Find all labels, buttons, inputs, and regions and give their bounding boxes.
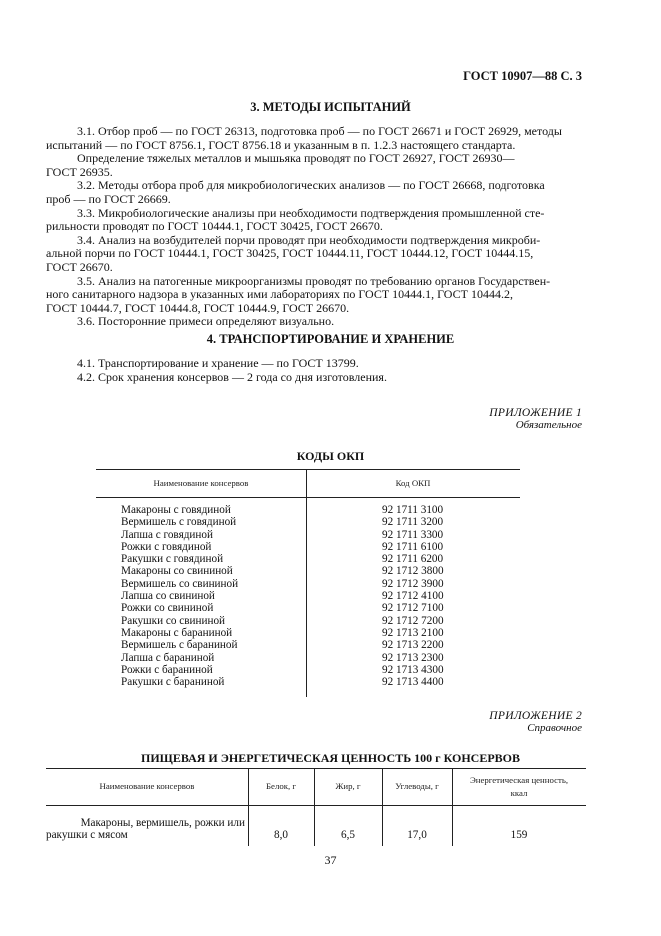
- text-line: 3.4. Анализ на возбудителей порчи проводят при необходимости подтверждения микроби-: [77, 232, 541, 247]
- text-line: испытаний — по ГОСТ 8756.1, ГОСТ 8756.18 и указанным в п. 1.2.3 настоящего стандарта.: [46, 137, 516, 152]
- appendix-1-label: [489, 407, 582, 431]
- table-cell: 92 1711 3200: [382, 516, 444, 529]
- nutrition-row-name: [46, 817, 245, 842]
- header-line: ккал: [510, 788, 528, 798]
- table-cell: 92 1713 2200: [382, 639, 444, 652]
- section-3-title: 3. МЕТОДЫ ИСПЫТАНИЙ: [250, 100, 411, 114]
- section-4-title: 4. ТРАНСПОРТИРОВАНИЕ И ХРАНЕНИЕ: [206, 332, 455, 346]
- appendix-2-label: [489, 710, 582, 734]
- nutrition-cell-fat: 6,5: [341, 829, 355, 841]
- table-cell: Вермишель со свининой: [121, 577, 239, 590]
- nutrition-cell-energy: 159: [510, 829, 528, 841]
- text-line: 3.2. Методы отбора проб для микробиологических анализов — по ГОСТ 26668, подготовка: [77, 178, 545, 193]
- table-cell: Макароны с говядиной: [121, 504, 231, 516]
- table-cell: 92 1711 3300: [382, 528, 444, 541]
- table-cell: Лапша с говядиной: [121, 528, 213, 541]
- table-cell: ракушки с мясом: [46, 829, 128, 842]
- text-line: 3.1. Отбор проб — по ГОСТ 26313, подготовка проб — по ГОСТ 26671 и ГОСТ 26929, методы: [77, 124, 562, 138]
- nutrition-column-header-carbs: Углеводы, г: [395, 781, 439, 791]
- text-line: 3.5. Анализ на патогенные микроорганизмы проводят по требованию органов Государствен-: [77, 273, 551, 288]
- text-line: ного санитарного надзора в указанных ими лабораториях по ГОСТ 10444.1, ГОСТ 10444.2,: [46, 287, 513, 302]
- appendix-label: ПРИЛОЖЕНИЕ 1: [489, 407, 582, 419]
- text-line: альной порчи по ГОСТ 10444.1, ГОСТ 30425, ГОСТ 10444.11, ГОСТ 10444.12, ГОСТ 10444.15,: [46, 246, 534, 261]
- table-cell: Лапша с бараниной: [121, 651, 215, 664]
- paragraph-3-5: [46, 275, 585, 316]
- nutrition-column-header-name: Наименование консервов: [99, 781, 195, 791]
- appendix-kind: Справочное: [527, 722, 582, 734]
- table-cell: 92 1711 6100: [382, 540, 444, 553]
- table-cell: 92 1711 3100: [382, 504, 444, 516]
- text-line: ГОСТ 26935.: [46, 164, 113, 179]
- text-line: проб — по ГОСТ 26669.: [46, 191, 171, 206]
- document-header: ГОСТ 10907—88 С. 3: [463, 69, 582, 83]
- appendix-kind: Обязательное: [515, 419, 582, 431]
- okp-column-header-code: Код ОКП: [395, 478, 431, 488]
- text-line: ГОСТ 10444.7, ГОСТ 10444.8, ГОСТ 10444.9, ГОСТ 26670.: [46, 300, 350, 315]
- table-cell: 92 1712 7100: [382, 602, 444, 615]
- paragraph-3-2: [46, 179, 585, 206]
- text-line: 3.6. Посторонние примеси определяют визуально.: [77, 314, 335, 329]
- table-cell: 92 1712 4100: [382, 590, 444, 603]
- okp-code-column: [382, 504, 502, 688]
- table-rule: [96, 497, 520, 498]
- table-rule: [46, 805, 586, 806]
- table-cell: 92 1713 2100: [382, 626, 444, 639]
- table-cell: Ракушки с говядиной: [121, 553, 224, 566]
- table-cell: 92 1712 7200: [382, 614, 444, 627]
- okp-column-header-name: Наименование консервов: [153, 478, 249, 488]
- text-line: рильности проводят по ГОСТ 10444.1, ГОСТ 30425, ГОСТ 26670.: [46, 219, 383, 234]
- table-cell: Рожки с бараниной: [121, 663, 213, 676]
- paragraph-heavy-metals: [46, 152, 585, 179]
- nutrition-column-header-energy: [452, 774, 586, 800]
- section-4-body: [77, 357, 585, 384]
- table-cell: Макароны, вермишель, рожки или: [80, 817, 245, 829]
- okp-table-title: КОДЫ ОКП: [296, 449, 365, 463]
- table-cell: Макароны со свининой: [121, 565, 233, 578]
- paragraph-3-6: [46, 315, 585, 329]
- table-cell: Ракушки со свининой: [121, 614, 226, 627]
- table-cell: 92 1712 3800: [382, 565, 444, 578]
- nutrition-cell-carbs: 17,0: [407, 829, 427, 841]
- paragraph-4-2: 4.2. Срок хранения консервов — 2 года со дня изготовления.: [77, 369, 387, 384]
- page-number: 37: [324, 853, 337, 867]
- text-line: Определение тяжелых металлов и мышьяка проводят по ГОСТ 26927, ГОСТ 26930—: [77, 151, 515, 166]
- okp-name-column: [121, 504, 301, 688]
- text-line: ГОСТ 26670.: [46, 259, 113, 274]
- table-cell: Ракушки с бараниной: [121, 676, 225, 689]
- table-cell: Вермишель с говядиной: [121, 516, 237, 529]
- table-cell: Рожки с говядиной: [121, 540, 212, 553]
- table-rule: [96, 469, 520, 470]
- table-cell: 92 1713 2300: [382, 651, 444, 664]
- nutrition-column-header-protein: Белок, г: [265, 781, 297, 791]
- nutrition-table-title: ПИЩЕВАЯ И ЭНЕРГЕТИЧЕСКАЯ ЦЕННОСТЬ 100 г КОНСЕРВОВ: [140, 751, 520, 765]
- header-line: Энергетическая ценность,: [469, 775, 569, 785]
- nutrition-cell-protein: 8,0: [274, 829, 288, 841]
- table-cell: 92 1713 4300: [382, 663, 444, 676]
- paragraph-4-1: 4.1. Транспортирование и хранение — по ГОСТ 13799.: [77, 356, 359, 370]
- nutrition-column-header-fat: Жир, г: [335, 781, 361, 791]
- table-rule: [46, 768, 586, 769]
- table-cell: Вермишель с бараниной: [121, 639, 238, 652]
- table-cell: Рожки со свининой: [121, 602, 214, 615]
- section-3-body: [46, 125, 585, 329]
- table-cell: 92 1711 6200: [382, 553, 444, 566]
- paragraph-3-4: [46, 234, 585, 275]
- text-line: 3.3. Микробиологические анализы при необходимости подтверждения промышленной сте-: [77, 205, 545, 220]
- paragraph-3-1: [46, 125, 585, 152]
- table-divider: [306, 469, 307, 697]
- appendix-label: ПРИЛОЖЕНИЕ 2: [489, 710, 582, 722]
- table-cell: Макароны с бараниной: [121, 626, 233, 639]
- paragraph-3-3: [46, 207, 585, 234]
- table-cell: Лапша со свининой: [121, 590, 215, 603]
- table-cell: 92 1713 4400: [382, 676, 444, 689]
- table-cell: 92 1712 3900: [382, 577, 444, 590]
